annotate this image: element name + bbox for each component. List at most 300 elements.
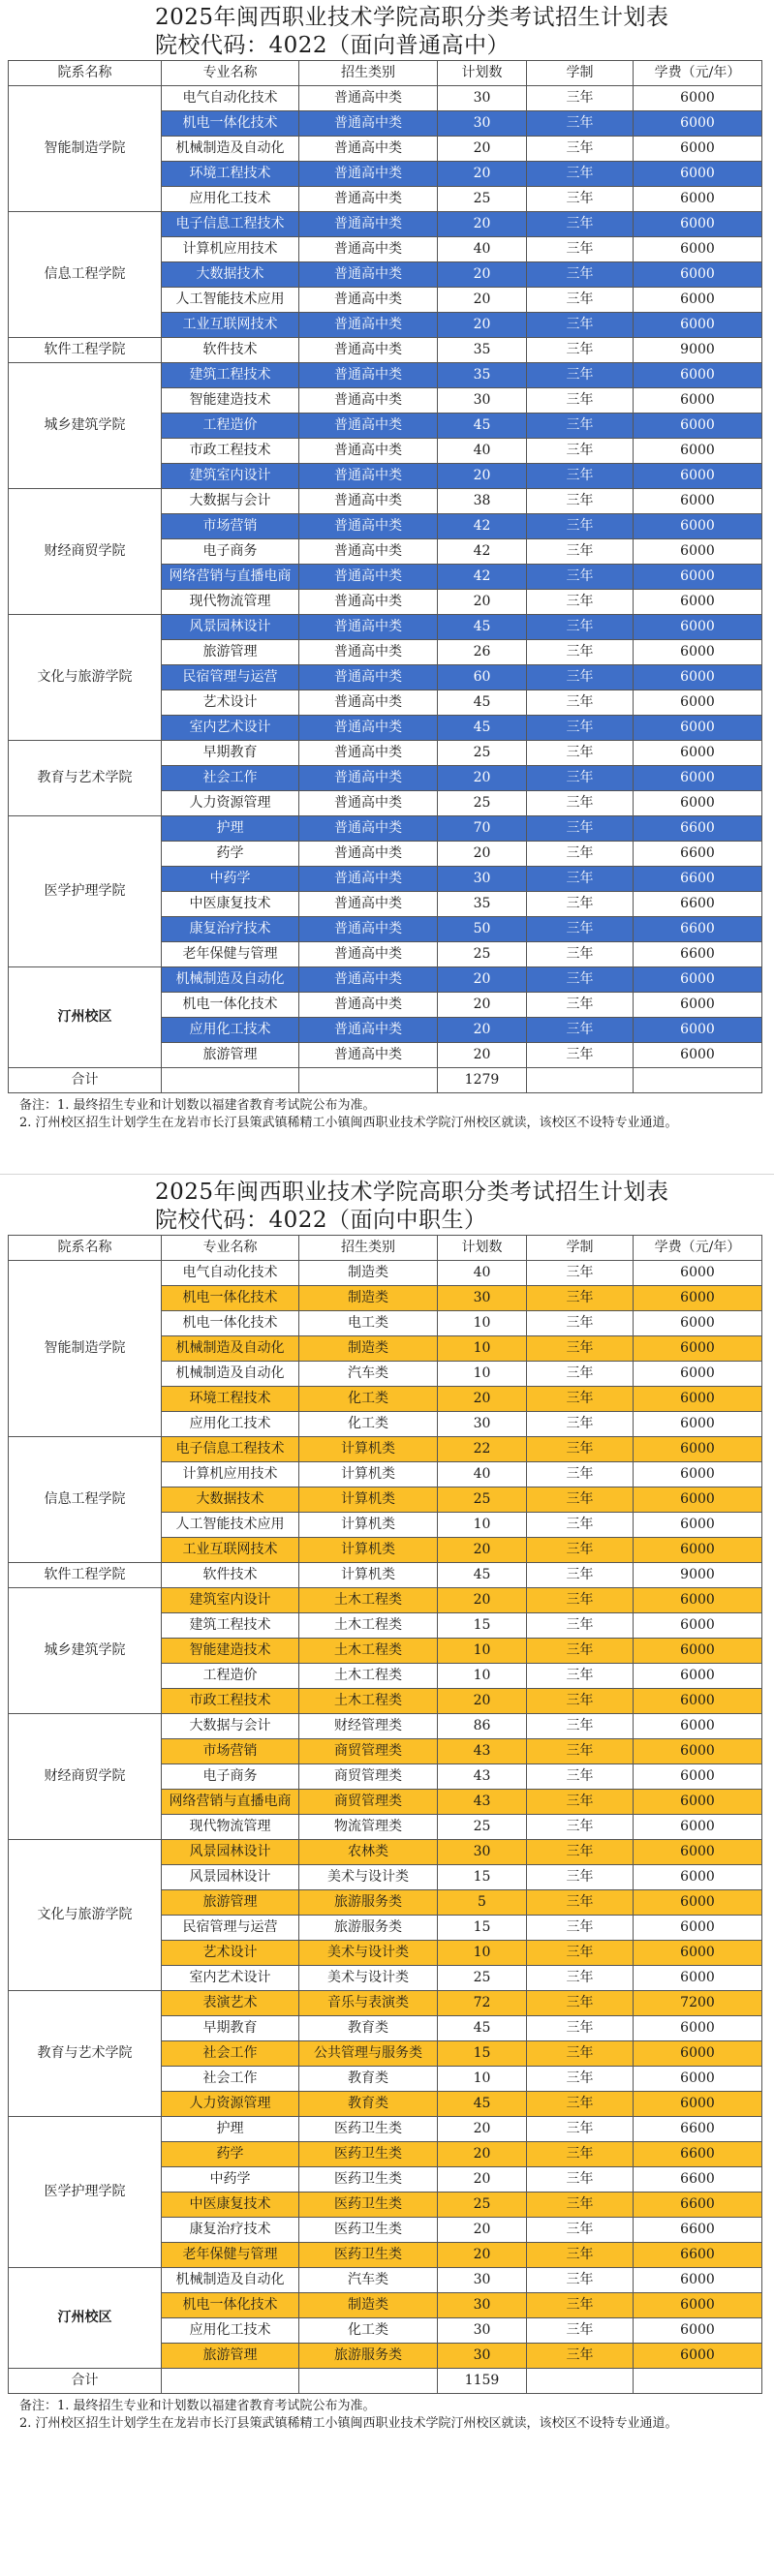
tuition-cell: 6000: [634, 162, 762, 187]
notes: [0, 2394, 774, 2433]
tuition-cell: 6000: [634, 1764, 762, 1790]
category-cell: 普通高中类: [299, 690, 438, 716]
major-cell: 人力资源管理: [162, 791, 299, 816]
tuition-cell: 6000: [634, 1941, 762, 1966]
quota-cell: 25: [438, 741, 527, 766]
duration-cell: 三年: [527, 1387, 634, 1412]
tuition-cell: 6000: [634, 1538, 762, 1563]
table-row: [9, 1437, 762, 1462]
quota-cell: 86: [438, 1714, 527, 1739]
duration-cell: 三年: [527, 1018, 634, 1043]
quota-cell: 45: [438, 615, 527, 640]
major-cell: 电气自动化技术: [162, 86, 299, 111]
table-header: [9, 61, 762, 86]
duration-cell: 三年: [527, 1563, 634, 1588]
duration-cell: 三年: [527, 1261, 634, 1286]
duration-cell: 三年: [527, 892, 634, 917]
tuition-cell: 6000: [634, 2344, 762, 2369]
category-cell: 土木工程类: [299, 1689, 438, 1714]
major-cell: 社会工作: [162, 2041, 299, 2067]
duration-cell: 三年: [527, 665, 634, 690]
major-cell: 应用化工技术: [162, 1412, 299, 1437]
quota-cell: 50: [438, 917, 527, 942]
category-cell: 旅游服务类: [299, 1890, 438, 1916]
category-cell: 普通高中类: [299, 539, 438, 565]
quota-cell: 26: [438, 640, 527, 665]
table-row: [9, 1714, 762, 1739]
tuition-cell: 6000: [634, 590, 762, 615]
major-cell: 机械制造及自动化: [162, 137, 299, 162]
quota-cell: 43: [438, 1790, 527, 1815]
major-cell: 机械制造及自动化: [162, 1336, 299, 1362]
quota-cell: 30: [438, 867, 527, 892]
major-cell: 机械制造及自动化: [162, 967, 299, 993]
major-cell: 老年保健与管理: [162, 942, 299, 967]
tuition-cell: 6600: [634, 842, 762, 867]
major-cell: 人工智能技术应用: [162, 288, 299, 313]
quota-cell: 10: [438, 1639, 527, 1664]
total-value: 1279: [438, 1068, 527, 1093]
tuition-cell: 6000: [634, 1840, 762, 1865]
sheet-title: 2025年闽西职业技术学院高职分类考试招生计划表: [155, 1180, 669, 1205]
major-cell: 艺术设计: [162, 690, 299, 716]
enrollment-plan-table: [8, 1235, 762, 2394]
duration-cell: 三年: [527, 439, 634, 464]
duration-cell: 三年: [527, 1689, 634, 1714]
major-cell: 早期教育: [162, 2016, 299, 2041]
duration-cell: 三年: [527, 1311, 634, 1336]
note-line: 2. 汀州校区招生计划学生在龙岩市长汀县策武镇稀精工小镇闽西职业技术学院汀州校区就读，该校区不设特专业通道。: [19, 2416, 678, 2431]
duration-cell: 三年: [527, 313, 634, 338]
category-cell: 普通高中类: [299, 665, 438, 690]
table-row: [9, 489, 762, 514]
tuition-cell: 6000: [634, 1462, 762, 1487]
major-cell: 社会工作: [162, 766, 299, 791]
major-cell: 护理: [162, 816, 299, 842]
tuition-cell: 6000: [634, 1311, 762, 1336]
major-cell: 中药学: [162, 867, 299, 892]
quota-cell: 25: [438, 1966, 527, 1991]
quota-cell: 40: [438, 439, 527, 464]
duration-cell: 三年: [527, 1865, 634, 1890]
table-row: [9, 2268, 762, 2293]
note-line: 备注：1. 最终招生专业和计划数以福建省教育考试院公布为准。: [19, 1098, 376, 1113]
tuition-cell: 6000: [634, 1437, 762, 1462]
major-cell: 药学: [162, 2142, 299, 2167]
quota-cell: 10: [438, 1362, 527, 1387]
quota-cell: 45: [438, 414, 527, 439]
category-cell: 普通高中类: [299, 414, 438, 439]
duration-cell: 三年: [527, 2016, 634, 2041]
major-cell: 药学: [162, 842, 299, 867]
duration-cell: 三年: [527, 816, 634, 842]
category-cell: 普通高中类: [299, 288, 438, 313]
category-cell: 普通高中类: [299, 766, 438, 791]
tuition-cell: 6600: [634, 892, 762, 917]
major-cell: 机电一体化技术: [162, 1311, 299, 1336]
tuition-cell: 6000: [634, 2016, 762, 2041]
quota-cell: 25: [438, 1487, 527, 1513]
duration-cell: 三年: [527, 1588, 634, 1613]
col-header-tuition: 学费（元/年）: [634, 1236, 762, 1261]
tuition-cell: 6000: [634, 967, 762, 993]
duration-cell: 三年: [527, 288, 634, 313]
quota-cell: 30: [438, 111, 527, 137]
duration-cell: 三年: [527, 262, 634, 288]
tuition-cell: 6000: [634, 1261, 762, 1286]
col-header-major: 专业名称: [162, 1236, 299, 1261]
major-cell: 大数据技术: [162, 262, 299, 288]
duration-cell: 三年: [527, 2268, 634, 2293]
duration-cell: 三年: [527, 640, 634, 665]
major-cell: 现代物流管理: [162, 590, 299, 615]
quota-cell: 20: [438, 1538, 527, 1563]
duration-cell: 三年: [527, 2243, 634, 2268]
sheet-subtitle: 院校代码：4022（面向普通高中）: [155, 33, 511, 58]
category-cell: 普通高中类: [299, 489, 438, 514]
major-cell: 网络营销与直播电商: [162, 1790, 299, 1815]
category-cell: 普通高中类: [299, 514, 438, 539]
tuition-cell: 6000: [634, 1689, 762, 1714]
quota-cell: 72: [438, 1991, 527, 2016]
quota-cell: 20: [438, 262, 527, 288]
major-cell: 环境工程技术: [162, 1387, 299, 1412]
tuition-cell: 6000: [634, 1613, 762, 1639]
category-cell: 商贸管理类: [299, 1764, 438, 1790]
duration-cell: 三年: [527, 2218, 634, 2243]
duration-cell: 三年: [527, 2117, 634, 2142]
category-cell: 普通高中类: [299, 590, 438, 615]
tuition-cell: 6000: [634, 2318, 762, 2344]
category-cell: 计算机类: [299, 1487, 438, 1513]
major-cell: 建筑工程技术: [162, 363, 299, 388]
quota-cell: 30: [438, 1840, 527, 1865]
category-cell: 计算机类: [299, 1538, 438, 1563]
category-cell: 土木工程类: [299, 1639, 438, 1664]
duration-cell: 三年: [527, 2067, 634, 2092]
category-cell: 计算机类: [299, 1462, 438, 1487]
duration-cell: 三年: [527, 363, 634, 388]
duration-cell: 三年: [527, 1790, 634, 1815]
quota-cell: 20: [438, 313, 527, 338]
major-cell: 室内艺术设计: [162, 1966, 299, 1991]
quota-cell: 40: [438, 1462, 527, 1487]
major-cell: 软件技术: [162, 338, 299, 363]
col-header-duration: 学制: [527, 61, 634, 86]
category-cell: 农林类: [299, 1840, 438, 1865]
quota-cell: 70: [438, 816, 527, 842]
major-cell: 中药学: [162, 2167, 299, 2193]
duration-cell: 三年: [527, 2344, 634, 2369]
category-cell: 普通高中类: [299, 338, 438, 363]
duration-cell: 三年: [527, 942, 634, 967]
major-cell: 早期教育: [162, 741, 299, 766]
duration-cell: 三年: [527, 1815, 634, 1840]
category-cell: 普通高中类: [299, 363, 438, 388]
tuition-cell: 6000: [634, 615, 762, 640]
category-cell: 普通高中类: [299, 816, 438, 842]
duration-cell: 三年: [527, 162, 634, 187]
category-cell: 计算机类: [299, 1513, 438, 1538]
category-cell: 教育类: [299, 2016, 438, 2041]
duration-cell: 三年: [527, 615, 634, 640]
col-header-category: 招生类别: [299, 1236, 438, 1261]
duration-cell: 三年: [527, 1966, 634, 1991]
major-cell: 护理: [162, 2117, 299, 2142]
category-cell: 汽车类: [299, 2268, 438, 2293]
duration-cell: 三年: [527, 1538, 634, 1563]
duration-cell: 三年: [527, 967, 634, 993]
quota-cell: 20: [438, 1689, 527, 1714]
table-row: [9, 1991, 762, 2016]
category-cell: 普通高中类: [299, 892, 438, 917]
category-cell: 美术与设计类: [299, 1941, 438, 1966]
tuition-cell: 6600: [634, 2142, 762, 2167]
duration-cell: 三年: [527, 565, 634, 590]
duration-cell: 三年: [527, 1714, 634, 1739]
tuition-cell: 6000: [634, 414, 762, 439]
category-cell: 旅游服务类: [299, 1916, 438, 1941]
major-cell: 人工智能技术应用: [162, 1513, 299, 1538]
tuition-cell: 7200: [634, 1991, 762, 2016]
tuition-cell: 6600: [634, 917, 762, 942]
tuition-cell: 6000: [634, 539, 762, 565]
duration-cell: 三年: [527, 917, 634, 942]
duration-cell: 三年: [527, 1286, 634, 1311]
tuition-cell: 6000: [634, 1664, 762, 1689]
department-cell: 文化与旅游学院: [9, 1840, 162, 1991]
major-cell: 大数据与会计: [162, 1714, 299, 1739]
quota-cell: 10: [438, 1336, 527, 1362]
department-cell: 智能制造学院: [9, 1261, 162, 1437]
plan-sheet-vocational-students: [0, 1174, 774, 2433]
tuition-cell: 6000: [634, 1714, 762, 1739]
tuition-cell: 6000: [634, 1865, 762, 1890]
tuition-cell: 6600: [634, 2243, 762, 2268]
tuition-cell: 9000: [634, 1563, 762, 1588]
tuition-cell: 6000: [634, 1588, 762, 1613]
major-cell: 机械制造及自动化: [162, 2268, 299, 2293]
category-cell: 公共管理与服务类: [299, 2041, 438, 2067]
quota-cell: 20: [438, 590, 527, 615]
category-cell: 医药卫生类: [299, 2117, 438, 2142]
table-row: [9, 1840, 762, 1865]
category-cell: 普通高中类: [299, 867, 438, 892]
duration-cell: 三年: [527, 111, 634, 137]
quota-cell: 35: [438, 338, 527, 363]
tuition-cell: 6000: [634, 187, 762, 212]
tuition-cell: 6000: [634, 111, 762, 137]
tuition-cell: 6000: [634, 1412, 762, 1437]
table-row: [9, 1563, 762, 1588]
major-cell: 智能建造技术: [162, 388, 299, 414]
quota-cell: 43: [438, 1764, 527, 1790]
tuition-cell: 6600: [634, 867, 762, 892]
tuition-cell: 6000: [634, 489, 762, 514]
tuition-cell: 6000: [634, 2041, 762, 2067]
major-cell: 室内艺术设计: [162, 716, 299, 741]
department-cell: 智能制造学院: [9, 86, 162, 212]
tuition-cell: 6000: [634, 363, 762, 388]
quota-cell: 20: [438, 842, 527, 867]
quota-cell: 20: [438, 993, 527, 1018]
category-cell: 普通高中类: [299, 640, 438, 665]
tuition-cell: 6000: [634, 313, 762, 338]
major-cell: 应用化工技术: [162, 1018, 299, 1043]
quota-cell: 20: [438, 288, 527, 313]
quota-cell: 25: [438, 187, 527, 212]
department-cell: 教育与艺术学院: [9, 741, 162, 816]
category-cell: 普通高中类: [299, 917, 438, 942]
major-cell: 康复治疗技术: [162, 917, 299, 942]
category-cell: 普通高中类: [299, 791, 438, 816]
quota-cell: 45: [438, 690, 527, 716]
major-cell: 应用化工技术: [162, 2318, 299, 2344]
tuition-cell: 6000: [634, 1639, 762, 1664]
duration-cell: 三年: [527, 1890, 634, 1916]
table-row: [9, 741, 762, 766]
major-cell: 电子商务: [162, 539, 299, 565]
duration-cell: 三年: [527, 1916, 634, 1941]
tuition-cell: 6000: [634, 1043, 762, 1068]
major-cell: 机械制造及自动化: [162, 1362, 299, 1387]
total-label: 合计: [9, 1068, 162, 1093]
major-cell: 旅游管理: [162, 640, 299, 665]
tuition-cell: 6000: [634, 2293, 762, 2318]
department-cell: 医学护理学院: [9, 816, 162, 967]
department-cell: 软件工程学院: [9, 1563, 162, 1588]
table-row: [9, 363, 762, 388]
major-cell: 智能建造技术: [162, 1639, 299, 1664]
tuition-cell: 6000: [634, 1916, 762, 1941]
duration-cell: 三年: [527, 539, 634, 565]
quota-cell: 15: [438, 1916, 527, 1941]
quota-cell: 5: [438, 1890, 527, 1916]
category-cell: 医药卫生类: [299, 2218, 438, 2243]
duration-cell: 三年: [527, 1437, 634, 1462]
category-cell: 制造类: [299, 1336, 438, 1362]
major-cell: 现代物流管理: [162, 1815, 299, 1840]
duration-cell: 三年: [527, 867, 634, 892]
major-cell: 旅游管理: [162, 1043, 299, 1068]
category-cell: 制造类: [299, 2293, 438, 2318]
tuition-cell: 6000: [634, 1966, 762, 1991]
category-cell: 计算机类: [299, 1437, 438, 1462]
department-cell: 文化与旅游学院: [9, 615, 162, 741]
quota-cell: 15: [438, 1613, 527, 1639]
major-cell: 市场营销: [162, 1739, 299, 1764]
category-cell: 普通高中类: [299, 313, 438, 338]
table-row: [9, 2117, 762, 2142]
table-footer: [9, 1068, 762, 1093]
notes: [0, 1093, 774, 1132]
quota-cell: 20: [438, 1043, 527, 1068]
table-row: [9, 212, 762, 237]
quota-cell: 43: [438, 1739, 527, 1764]
category-cell: 化工类: [299, 2318, 438, 2344]
tuition-cell: 6000: [634, 212, 762, 237]
quota-cell: 20: [438, 967, 527, 993]
col-header-major: 专业名称: [162, 61, 299, 86]
category-cell: 普通高中类: [299, 388, 438, 414]
duration-cell: 三年: [527, 1739, 634, 1764]
sheet-title: 2025年闽西职业技术学院高职分类考试招生计划表: [155, 5, 669, 30]
duration-cell: 三年: [527, 2193, 634, 2218]
col-header-tuition: 学费（元/年）: [634, 61, 762, 86]
quota-cell: 35: [438, 363, 527, 388]
duration-cell: 三年: [527, 1941, 634, 1966]
quota-cell: 25: [438, 2193, 527, 2218]
quota-cell: 30: [438, 2268, 527, 2293]
major-cell: 机电一体化技术: [162, 1286, 299, 1311]
duration-cell: 三年: [527, 489, 634, 514]
major-cell: 民宿管理与运营: [162, 665, 299, 690]
quota-cell: 25: [438, 791, 527, 816]
duration-cell: 三年: [527, 766, 634, 791]
category-cell: 旅游服务类: [299, 2344, 438, 2369]
major-cell: 旅游管理: [162, 1890, 299, 1916]
duration-cell: 三年: [527, 1412, 634, 1437]
quota-cell: 20: [438, 2117, 527, 2142]
major-cell: 机电一体化技术: [162, 2293, 299, 2318]
major-cell: 机电一体化技术: [162, 111, 299, 137]
category-cell: 美术与设计类: [299, 1966, 438, 1991]
quota-cell: 45: [438, 716, 527, 741]
category-cell: 计算机类: [299, 1563, 438, 1588]
enrollment-plan-table: [8, 60, 762, 1093]
major-cell: 机电一体化技术: [162, 993, 299, 1018]
quota-cell: 20: [438, 1588, 527, 1613]
category-cell: 普通高中类: [299, 565, 438, 590]
tuition-cell: 6000: [634, 1513, 762, 1538]
category-cell: 制造类: [299, 1261, 438, 1286]
quota-cell: 20: [438, 212, 527, 237]
category-cell: 土木工程类: [299, 1613, 438, 1639]
category-cell: 普通高中类: [299, 162, 438, 187]
major-cell: 电子信息工程技术: [162, 212, 299, 237]
tuition-cell: 6000: [634, 1018, 762, 1043]
major-cell: 大数据与会计: [162, 489, 299, 514]
tuition-cell: 6000: [634, 1890, 762, 1916]
major-cell: 风景园林设计: [162, 1865, 299, 1890]
major-cell: 表演艺术: [162, 1991, 299, 2016]
major-cell: 中医康复技术: [162, 892, 299, 917]
total-value: 1159: [438, 2369, 527, 2394]
category-cell: 教育类: [299, 2067, 438, 2092]
duration-cell: 三年: [527, 187, 634, 212]
major-cell: 中医康复技术: [162, 2193, 299, 2218]
department-cell: 教育与艺术学院: [9, 1991, 162, 2117]
quota-cell: 20: [438, 2167, 527, 2193]
major-cell: 市政工程技术: [162, 439, 299, 464]
sheet-subtitle: 院校代码：4022（面向中职生）: [155, 1208, 487, 1233]
category-cell: 土木工程类: [299, 1588, 438, 1613]
tuition-cell: 6000: [634, 640, 762, 665]
quota-cell: 30: [438, 2318, 527, 2344]
quota-cell: 45: [438, 2016, 527, 2041]
tuition-cell: 6000: [634, 262, 762, 288]
department-cell: 汀州校区: [9, 2268, 162, 2369]
category-cell: 音乐与表演类: [299, 1991, 438, 2016]
table-footer: [9, 2369, 762, 2394]
category-cell: 商贸管理类: [299, 1790, 438, 1815]
tuition-cell: 6000: [634, 741, 762, 766]
quota-cell: 30: [438, 2293, 527, 2318]
duration-cell: 三年: [527, 1462, 634, 1487]
category-cell: 普通高中类: [299, 1018, 438, 1043]
duration-cell: 三年: [527, 1764, 634, 1790]
major-cell: 社会工作: [162, 2067, 299, 2092]
